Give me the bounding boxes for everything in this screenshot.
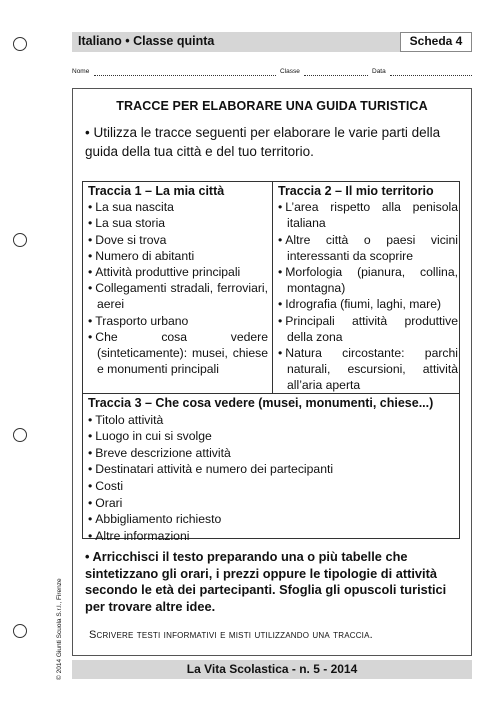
list-item: • La sua storia xyxy=(88,215,268,231)
list-item: • Abbigliamento richiesto xyxy=(88,511,456,528)
binder-hole-2 xyxy=(13,233,27,247)
list-item: • Attività produttive principali xyxy=(88,264,268,280)
list-item: • Dove si trova xyxy=(88,232,268,248)
binder-hole-4 xyxy=(13,624,27,638)
list-item: • La sua nascita xyxy=(88,199,268,215)
list-item: • Breve descrizione attività xyxy=(88,445,456,462)
footer-bar: La Vita Scolastica - n. 5 - 2014 xyxy=(72,660,472,679)
class-label: Classe xyxy=(280,68,300,75)
closing-text xyxy=(85,549,457,615)
track-1-heading: Traccia 1 – La mia città xyxy=(88,184,225,198)
closing-paragraph: Arricchisci il testo preparando una o più tabelle che sintetizzano gli orari, i prezzi oppure le tipologie di attività secondo le età dei partecipanti. Sfoglia gli opuscoli turistici per trovare altre idee. xyxy=(85,549,447,614)
list-item: • Principali attività produttive della zona xyxy=(278,313,458,345)
list-item: • Numero di abitanti xyxy=(88,248,268,264)
date-label: Data xyxy=(372,68,386,75)
list-item: • Natura circostante: parchi naturali, escursioni, attività all’aria aperta xyxy=(278,345,458,394)
header-bar xyxy=(72,32,472,52)
list-item: • Altre informazioni xyxy=(88,528,456,545)
copyright-note: © 2014 Giunti Scuola S.r.l., Firenze xyxy=(56,578,63,680)
student-fields xyxy=(72,68,472,78)
track-1-cell xyxy=(88,183,268,377)
bullet-icon: • xyxy=(85,549,90,564)
name-label: Nome xyxy=(72,68,90,75)
worksheet-frame xyxy=(72,88,472,656)
intro-text: • Utilizza le tracce seguenti per elaborare le varie parti della guida della tua città e del tuo territorio. xyxy=(85,125,441,159)
track-2-heading: Traccia 2 – Il mio territorio xyxy=(278,184,434,198)
list-item: • Titolo attività xyxy=(88,412,456,429)
class-field[interactable] xyxy=(304,75,368,76)
list-item: • Idrografia (fiumi, laghi, mare) xyxy=(278,296,458,312)
worksheet-title: TRACCE PER ELABORARE UNA GUIDA TURISTICA xyxy=(116,99,428,113)
track-3-heading: Traccia 3 – Che cosa vedere (musei, monumenti, chiese...) xyxy=(88,396,434,410)
list-item: • Destinatari attività e numero dei partecipanti xyxy=(88,461,456,478)
list-item: • Che cosa vedere (sinteticamente): musei, chiese e monumenti principali xyxy=(88,329,268,378)
task-note: Scrivere testi informativi e misti utilizzando una traccia. xyxy=(89,629,373,641)
tracks-table xyxy=(82,181,460,543)
header-subject: Italiano • Classe quinta xyxy=(78,34,215,48)
track-3-cell xyxy=(88,395,456,544)
list-item: • Altre città o paesi vicini interessanti da scoprire xyxy=(278,232,458,264)
list-item: • L’area rispetto alla penisola italiana xyxy=(278,199,458,231)
list-item: • Collegamenti stradali, ferroviari, aerei xyxy=(88,280,268,312)
list-item: • Costi xyxy=(88,478,456,495)
date-field[interactable] xyxy=(390,75,472,76)
list-item: • Morfologia (pianura, collina, montagna) xyxy=(278,264,458,296)
list-item: • Orari xyxy=(88,495,456,512)
binder-hole-3 xyxy=(13,428,27,442)
name-field[interactable] xyxy=(94,75,276,76)
sheet-number: Scheda 4 xyxy=(400,32,472,52)
list-item: • Luogo in cui si svolge xyxy=(88,428,456,445)
track-2-cell xyxy=(278,183,458,394)
table-divider-vertical xyxy=(272,182,273,393)
list-item: • Trasporto urbano xyxy=(88,313,268,329)
binder-hole-1 xyxy=(13,37,27,51)
